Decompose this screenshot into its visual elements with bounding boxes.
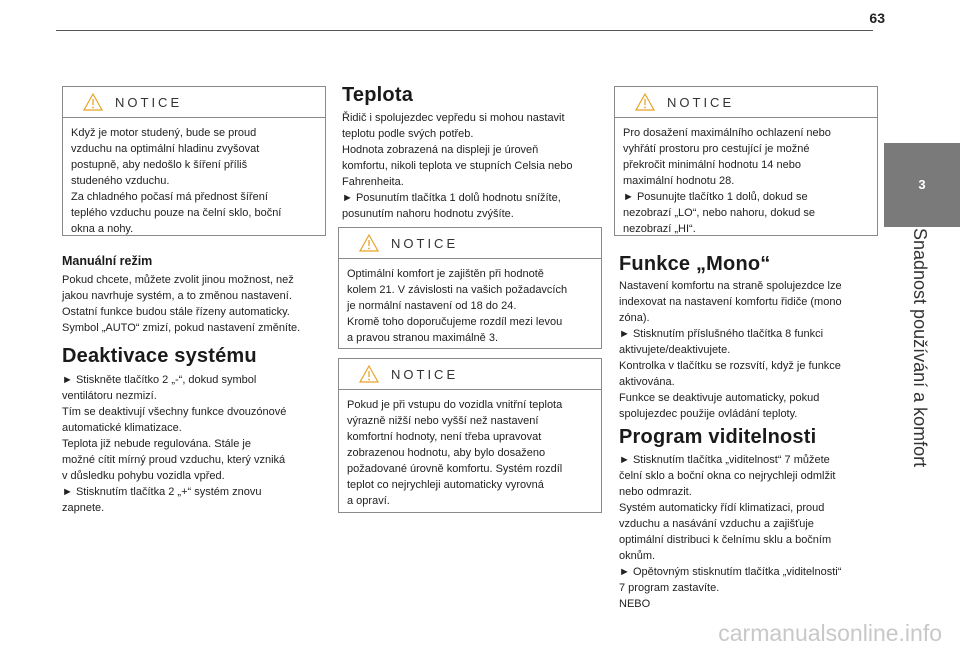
heading-temperature: Teplota — [342, 84, 414, 106]
text-line: maximální hodnotu 28. — [623, 175, 735, 187]
text-line: a pravou stranou maximálně 3. — [347, 332, 499, 344]
text-line: optimální distribuci k čelnímu sklu a bočním — [619, 534, 832, 546]
header-rule — [56, 30, 873, 31]
text-line: vyhřátí prostoru pro cestující je možné — [623, 143, 810, 155]
text-line: vzduchu na optimální hladinu zvyšovat — [71, 143, 260, 155]
text-line: zobrazenou hodnotu, aby bylo dosaženo — [347, 447, 546, 459]
text-line: indexovat na nastavení komfortu řidiče (mono — [619, 296, 842, 308]
watermark-text: carmanualsonline.info — [718, 620, 942, 646]
text-line: Kromě toho doporučujeme rozdíl mezi levou — [347, 316, 563, 328]
text-line: teplotu podle svých potřeb. — [342, 128, 474, 140]
notice-title: NOTICE — [391, 367, 459, 382]
text-line: NEBO — [619, 598, 651, 610]
text-line: zóna). — [619, 312, 650, 324]
notice-body — [615, 118, 877, 243]
text-line: Ostatní funkce budou stále řízeny automaticky. — [62, 306, 290, 318]
notice-header — [615, 87, 877, 118]
text-line: možné cítit mírný proud vzduchu, který vzniká — [62, 454, 286, 466]
notice-box-interior-temperature — [338, 358, 602, 513]
text-line: aktivujete/deaktivujete. — [619, 344, 731, 356]
paragraph-mono-function — [619, 278, 842, 422]
text-line: požadované úrovně komfortu. Systém rozdíl — [347, 463, 563, 475]
heading-deactivation: Deaktivace systému — [62, 345, 257, 367]
text-line: Kontrolka v tlačítku se rozsvítí, když je funkce — [619, 360, 841, 372]
notice-header — [339, 359, 601, 390]
text-line: aktivována. — [619, 376, 675, 388]
paragraph-temperature — [342, 110, 573, 222]
notice-header — [339, 228, 601, 259]
text-line: studeného vzduchu. — [71, 175, 170, 187]
text-line: nezobrazí „LO“, nebo nahoru, dokud se — [623, 207, 816, 219]
chapter-number: 3 — [918, 176, 926, 192]
text-line: kolem 21. V závislosti na vašich požadavcích — [347, 284, 568, 296]
text-line: čelní sklo a boční okna co nejrychleji odmlžit — [619, 470, 836, 482]
text-line: Fahrenheita. — [342, 176, 404, 188]
text-line: výrazně nižší nebo vyšší než nastavení — [347, 415, 539, 427]
text-line: Optimální komfort je zajištěn při hodnotě — [347, 268, 544, 280]
text-line: Pokud je při vstupu do vozidla vnitřní teplota — [347, 399, 563, 411]
text-line: automatické klimatizace. — [62, 422, 182, 434]
warning-triangle-icon — [635, 93, 655, 111]
text-line: Symbol „AUTO“ zmizí, pokud nastavení změníte. — [62, 322, 301, 334]
text-line: Pokud chcete, můžete zvolit jinou možnost, než — [62, 274, 294, 286]
text-line: ventilátoru nezmizí. — [62, 390, 157, 402]
paragraph-visibility-program — [619, 452, 841, 612]
notice-body — [63, 118, 325, 243]
warning-triangle-icon — [359, 365, 379, 383]
text-line: ► Stiskněte tlačítko 2 „-“, dokud symbol — [62, 374, 257, 386]
heading-visibility-program: Program viditelnosti — [619, 426, 817, 448]
paragraph-manual-mode — [62, 272, 300, 336]
text-line: nebo odmrazit. — [619, 486, 692, 498]
text-line: teplého vzduchu pouze na čelní sklo, boční — [71, 207, 282, 219]
text-line: posunutím nahoru hodnotu zvýšíte. — [342, 208, 514, 220]
text-line: Za chladného počasí má přednost šíření — [71, 191, 268, 203]
notice-header — [63, 87, 325, 118]
notice-box-optimal-comfort — [338, 227, 602, 349]
chapter-rule — [884, 225, 960, 227]
text-line: Řidič i spolujezdec vepředu si mohou nastavit — [342, 112, 565, 124]
text-line: je normální nastavení od 18 do 24. — [347, 300, 517, 312]
text-line: překročit minimální hodnotu 14 nebo — [623, 159, 801, 171]
text-line: ► Stisknutím příslušného tlačítka 8 funkci — [619, 328, 824, 340]
text-line: Funkce se deaktivuje automaticky, pokud — [619, 392, 820, 404]
text-line: zapnete. — [62, 502, 105, 514]
text-line: jakou navrhuje systém, a to změnou nastavení. — [62, 290, 292, 302]
text-line: Tím se deaktivují všechny funkce dvouzónové — [62, 406, 287, 418]
text-line: a opraví. — [347, 495, 390, 507]
warning-triangle-icon — [359, 234, 379, 252]
notice-title: NOTICE — [115, 95, 183, 110]
text-line: komfortu, nikoli teplota ve stupních Celsia nebo — [342, 160, 573, 172]
notice-body — [339, 259, 601, 352]
text-line: v důsledku pohybu vozidla vpřed. — [62, 470, 225, 482]
text-line: ► Opětovným stisknutím tlačítka „viditelnosti“ — [619, 566, 842, 578]
text-line: Když je motor studený, bude se proud — [71, 127, 257, 139]
text-line: Nastavení komfortu na straně spolujezdce lze — [619, 280, 842, 292]
text-line: ► Stisknutím tlačítka „viditelnost“ 7 můžete — [619, 454, 830, 466]
notice-title: NOTICE — [667, 95, 735, 110]
text-line: Hodnota zobrazená na displeji je úroveň — [342, 144, 539, 156]
warning-triangle-icon — [83, 93, 103, 111]
text-line: komfortní hodnoty, není třeba upravovat — [347, 431, 542, 443]
notice-title: NOTICE — [391, 236, 459, 251]
text-line: nezobrazí „HI“. — [623, 223, 696, 235]
text-line: postupně, aby nedošlo k šíření příliš — [71, 159, 248, 171]
heading-mono-function: Funkce „Mono“ — [619, 253, 771, 275]
paragraph-deactivation — [62, 372, 286, 516]
text-line: Teplota již nebude regulována. Stále je — [62, 438, 251, 450]
notice-box-max-cooling — [614, 86, 878, 236]
text-line: teplot co nejrychleji automaticky vyrovná — [347, 479, 544, 491]
heading-manual-mode: Manuální režim — [62, 254, 153, 268]
notice-box-cold-engine — [62, 86, 326, 236]
notice-body — [339, 390, 601, 515]
text-line: 7 program zastavíte. — [619, 582, 720, 594]
chapter-title: Snadnost používání a komfort — [910, 228, 930, 468]
text-line: ► Posunujte tlačítko 1 dolů, dokud se — [623, 191, 808, 203]
text-line: oknům. — [619, 550, 656, 562]
text-line: spolujezdec použije ovládání teploty. — [619, 408, 798, 420]
text-line: okna a nohy. — [71, 223, 134, 235]
chapter-tab — [884, 143, 960, 225]
text-line: vzduchu a nasávání vzduchu a zajišťuje — [619, 518, 814, 530]
text-line: Systém automaticky řídí klimatizaci, proud — [619, 502, 825, 514]
text-line: Pro dosažení maximálního ochlazení nebo — [623, 127, 831, 139]
text-line: ► Posunutím tlačítka 1 dolů hodnotu snížíte, — [342, 192, 561, 204]
text-line: ► Stisknutím tlačítka 2 „+“ systém znovu — [62, 486, 262, 498]
page-number: 63 — [869, 10, 885, 26]
